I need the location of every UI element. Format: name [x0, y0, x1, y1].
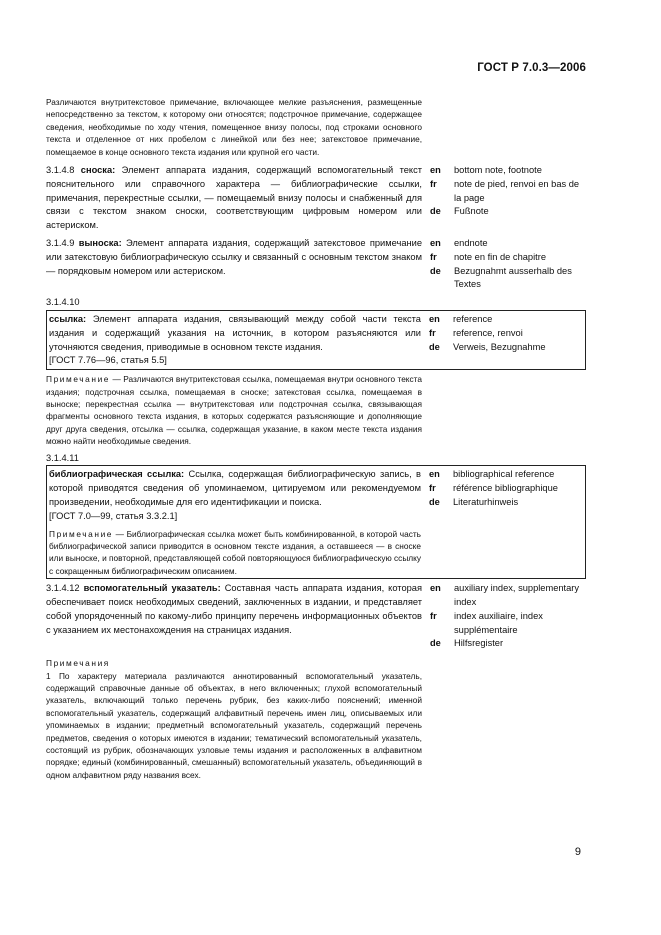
- term-translations: [430, 237, 586, 292]
- lang-en-label: en: [429, 469, 440, 480]
- term-translations: [429, 468, 583, 509]
- page-number: 9: [574, 846, 581, 858]
- term-number: 3.1.4.12: [46, 583, 80, 594]
- lang-de-label: de: [430, 206, 441, 217]
- term-number: 3.1.4.10: [46, 297, 80, 308]
- term-note: [46, 373, 422, 447]
- translation-en: bottom note, footnote: [454, 165, 542, 176]
- lang-en-label: en: [429, 314, 440, 324]
- term-box-3-1-4-11: [46, 465, 586, 579]
- translation-de: Fußnote: [454, 206, 489, 217]
- term-definition: Элемент аппарата издания, содержащий вспомогательный текст пояснительного или справочного характера — библиографические ссылки, примечания, перекрестные ссылки, — помещаемый внизу полосы и снабженный для связи с текстом знаком сноски, соответствующим цифровым номером или астериском.: [46, 165, 422, 231]
- translation-de: Bezugnahmt ausserhalb des Textes: [454, 265, 572, 290]
- page-body: [46, 96, 586, 781]
- lang-en-label: en: [430, 165, 441, 176]
- term-translations: [430, 582, 586, 651]
- translation-fr: index auxiliaire, index supplémentaire: [454, 610, 543, 635]
- translation-de: Hilfsregister: [454, 638, 504, 649]
- lang-de-label: de: [430, 638, 441, 649]
- term-source: [ГОСТ 7.0—99, статья 3.3.2.1]: [49, 510, 178, 521]
- translation-fr: note de pied, renvoi en bas de la page: [454, 178, 580, 203]
- translation-fr: note en fin de chapitre: [454, 251, 547, 262]
- note-text: — Различаются внутритекстовая ссылка, помещаемая внутри основного текста издания; подстрочная ссылка, помещаемая в сноске; затекстовая ссылка, помещаемая в выноске; перекрестная ссылка — внутритекстовая или подстрочная ссылка, связывающая фрагменты основного текста издания, в которых содержатся разъясняющие и дополняющие друг друга сведения, отсылка — ссылка, содержащая указание, в каком месте текста издания можно найти необходимые сведения.: [46, 374, 422, 447]
- term-definition: Ссылка, содержащая библиографическую запись, в которой приводятся сведения об упоминаемом, цитируемом или рекомендуемом произведении, необходимые для его идентификации и поиска.: [49, 469, 421, 508]
- note-text: — Библиографическая ссылка может быть комбинированной, в которой часть библиографической записи приводится в основном тексте издания, а оставшееся — в сноске или выноске, и повторной, представляющей собой повторяющуюся библиографическую ссылку с сокращенным библиографическим описанием.: [49, 528, 421, 576]
- term-name: библиографическая ссылка:: [49, 469, 185, 480]
- term-name: сноска:: [80, 165, 116, 176]
- translation-en: bibliographical reference: [453, 469, 555, 480]
- lang-fr-label: fr: [429, 483, 436, 494]
- term-note: [49, 528, 421, 578]
- term-translations: [430, 164, 586, 219]
- translation-en: endnote: [454, 238, 488, 249]
- term-3-1-4-12: [46, 582, 586, 651]
- term-definition: Элемент аппарата издания, связывающий между собой части текста издания и содержащий указания на источник, в котором разъясняются или уточняются сведения, приводимые в основном тексте издания.: [49, 314, 421, 352]
- translation-fr: reference, renvoi: [453, 327, 523, 338]
- term-name: выноска:: [78, 238, 122, 249]
- notes-text: 1 По характеру материала различаются аннотированный вспомогательный указатель, содержащий справочные данные об объектах, в него включенных; глухой вспомогательный указатель, включающий только перечень рубрик, без каких-либо пояснений; именной вспомогательный указатель, содержащий алфавитный перечень имен лиц, описываемых или упоминаемых в издании; предметный вспомогательный указатель, содержащий перечень предметов, сведения о которых имеются в издании; тематический вспомогательный указатель, состоящий из рубрик, обозначающих узловые темы издания и расположенных в алфавитном порядке; единый (комбинированный, смешанный) вспомогательный указатель, объединяющий в одном алфавитном ряду названия всех.: [46, 670, 422, 780]
- translation-fr: référence bibliographique: [453, 483, 558, 494]
- term-number: 3.1.4.11: [46, 452, 79, 463]
- note-label: Примечание: [49, 528, 114, 539]
- lang-fr-label: fr: [430, 251, 437, 262]
- translation-de: Literaturhinweis: [453, 497, 519, 508]
- term-source: [ГОСТ 7.76—96, статья 5.5]: [49, 355, 167, 366]
- lang-de-label: de: [430, 265, 441, 276]
- lang-fr-label: fr: [430, 178, 437, 189]
- term-3-1-4-8: [46, 164, 586, 233]
- intro-paragraph: Различаются внутритекстовое примечание, включающее мелкие разъяснения, размещенные непосредственно за текстом, к которому они относятся; подстрочное примечание, содержащее сведения, необходимые по ходу чтения, помещенное внизу полосы, под строками основного текста и отделенное от них пробелом с линейкой или без нее; затекстовое примечание, помещаемое в конце основного текста издания или крупной его части.: [46, 97, 422, 157]
- term-definition: Элемент аппарата издания, содержащий затекстовое примечание или затекстовую библиографическую ссылку и связанный с основным текстом знаком — порядковым номером или астериском.: [46, 238, 423, 276]
- lang-en-label: en: [430, 583, 441, 594]
- translation-en: auxiliary index, supplementary index: [454, 583, 580, 608]
- translation-en: reference: [453, 314, 493, 324]
- lang-de-label: de: [429, 341, 440, 352]
- term-box-3-1-4-10: [46, 310, 586, 370]
- term-name: вспомогательный указатель:: [83, 583, 221, 594]
- translation-de: Verweis, Bezugnahme: [453, 341, 546, 352]
- term-number: 3.1.4.8: [46, 165, 75, 176]
- term-3-1-4-9: [46, 237, 586, 292]
- lang-fr-label: fr: [430, 610, 437, 621]
- lang-en-label: en: [430, 238, 441, 249]
- term-definition: Составная часть аппарата издания, которая обеспечивает поиск необходимых сведений, заключенных в издании, и представляет собой упорядоченный по какому-либо принципу перечень информационных объектов с указанием их местонахождения на страницах издания.: [46, 583, 423, 635]
- notes-label: Примечания: [46, 658, 110, 669]
- document-header: ГОСТ Р 7.0.3—2006: [477, 62, 586, 74]
- term-name: ссылка:: [49, 314, 87, 324]
- note-label: Примечание: [46, 374, 111, 385]
- lang-de-label: de: [429, 497, 440, 508]
- term-translations: [429, 313, 583, 354]
- lang-fr-label: fr: [429, 327, 436, 338]
- term-number: 3.1.4.9: [46, 238, 75, 249]
